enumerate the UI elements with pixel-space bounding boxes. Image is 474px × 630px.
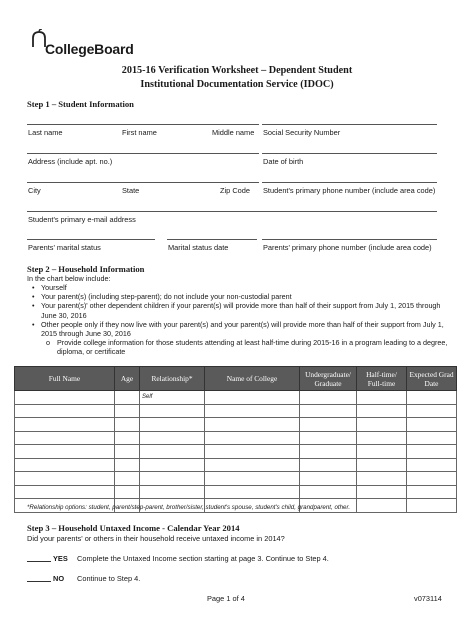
col-header-age: Age: [115, 367, 140, 391]
table-cell[interactable]: [115, 458, 140, 472]
table-cell[interactable]: [357, 458, 407, 472]
table-cell[interactable]: [407, 499, 457, 513]
table-cell[interactable]: [357, 445, 407, 459]
step3-heading: Step 3 – Household Untaxed Income - Calendar Year 2014: [27, 523, 240, 533]
table-cell[interactable]: [115, 472, 140, 486]
zip-label: Zip Code: [220, 186, 250, 195]
city-state-zip-line[interactable]: [27, 182, 259, 183]
list-item: • Other people only if they now live with your parent(s) and your parent(s) will provide more than half of their support from July 1, 2015 through June 30, 2016: [32, 319, 444, 339]
table-header-row: [15, 367, 457, 391]
table-cell[interactable]: [140, 458, 205, 472]
table-cell[interactable]: [407, 431, 457, 445]
address-field-line[interactable]: [27, 153, 259, 154]
table-cell[interactable]: [407, 404, 457, 418]
relationship-footnote: *Relationship options: student, parent/step-parent, brother/sister, student's spouse, student's child, grandparent, other.: [27, 504, 351, 511]
household-include-list: [30, 283, 450, 357]
table-cell[interactable]: [205, 458, 300, 472]
table-cell[interactable]: [357, 418, 407, 432]
table-cell[interactable]: [15, 431, 115, 445]
col-header-enrollment: Half-time/ Full-time: [357, 367, 407, 391]
table-cell[interactable]: [357, 499, 407, 513]
table-row: [15, 472, 457, 486]
table-cell[interactable]: [15, 472, 115, 486]
student-phone-label: Student's primary phone number (include area code): [263, 186, 436, 195]
col-header-college: Name of College: [205, 367, 300, 391]
table-cell[interactable]: [300, 485, 357, 499]
table-cell[interactable]: [300, 418, 357, 432]
table-cell[interactable]: [15, 485, 115, 499]
table-cell[interactable]: [357, 404, 407, 418]
col-header-relationship: Relationship*: [140, 367, 205, 391]
table-row: [15, 418, 457, 432]
page-subtitle: Institutional Documentation Service (IDOC): [140, 79, 334, 90]
table-cell[interactable]: [300, 458, 357, 472]
step2-heading: Step 2 – Household Information: [27, 264, 145, 274]
sub-list-item: o Provide college information for those students attending at least half-time during 2015-16 in a program leading to a degree, diploma, or certificate: [46, 338, 448, 357]
table-cell[interactable]: [115, 404, 140, 418]
table-cell[interactable]: [140, 418, 205, 432]
marital-date-label: Marital status date: [168, 243, 229, 252]
table-cell[interactable]: [15, 458, 115, 472]
household-table: [14, 366, 457, 513]
table-row: [15, 431, 457, 445]
parents-phone-label: Parents' primary phone number (include area code): [263, 243, 432, 252]
col-header-grad-date: Expected Grad Date: [407, 367, 457, 391]
table-cell[interactable]: [300, 404, 357, 418]
household-table-body: [15, 391, 457, 513]
table-cell[interactable]: [140, 472, 205, 486]
table-cell[interactable]: [115, 445, 140, 459]
table-cell[interactable]: [205, 485, 300, 499]
table-cell[interactable]: [15, 445, 115, 459]
table-cell[interactable]: [357, 472, 407, 486]
table-cell[interactable]: [115, 485, 140, 499]
table-cell[interactable]: [205, 391, 300, 405]
ssn-label: Social Security Number: [263, 128, 341, 137]
table-cell[interactable]: [407, 445, 457, 459]
marital-date-line[interactable]: [167, 239, 257, 240]
table-cell[interactable]: [205, 431, 300, 445]
table-row: [15, 391, 457, 405]
table-cell[interactable]: [115, 418, 140, 432]
table-cell[interactable]: [140, 404, 205, 418]
table-cell[interactable]: [115, 391, 140, 405]
no-check-line[interactable]: [27, 573, 51, 582]
list-item: • Yourself: [32, 283, 67, 292]
relationship-self-cell[interactable]: Self: [140, 391, 205, 405]
table-cell[interactable]: [357, 391, 407, 405]
page-number: Page 1 of 4: [207, 594, 245, 603]
table-row: [15, 404, 457, 418]
table-cell[interactable]: [300, 445, 357, 459]
step3-question: Did your parents' or others in their household receive untaxed income in 2014?: [27, 534, 285, 543]
email-label: Student's primary e-mail address: [28, 215, 136, 224]
student-phone-line[interactable]: [262, 182, 437, 183]
table-row: [15, 445, 457, 459]
table-cell[interactable]: [205, 445, 300, 459]
table-cell[interactable]: [205, 418, 300, 432]
brand-name: CollegeBoard: [45, 41, 134, 57]
marital-status-label: Parents' marital status: [28, 243, 101, 252]
middle-name-label: Middle name: [212, 128, 255, 137]
parents-phone-line[interactable]: [262, 239, 437, 240]
table-cell[interactable]: [300, 472, 357, 486]
table-cell[interactable]: [300, 431, 357, 445]
table-cell[interactable]: [140, 431, 205, 445]
table-cell[interactable]: [115, 431, 140, 445]
table-cell[interactable]: [15, 404, 115, 418]
table-cell[interactable]: [407, 485, 457, 499]
table-cell[interactable]: [15, 418, 115, 432]
table-cell[interactable]: [15, 391, 115, 405]
page-title: 2015-16 Verification Worksheet – Dependent Student: [121, 65, 353, 76]
ssn-field-line[interactable]: [262, 124, 437, 125]
no-instruction: Continue to Step 4.: [77, 574, 141, 583]
city-label: City: [28, 186, 41, 195]
no-label: NO: [53, 574, 65, 583]
yes-check-line[interactable]: [27, 553, 51, 562]
list-item: • Your parent(s)' other dependent children if your parent(s) will provide more than half of their support from July 1, 2015 through June 30, 2016: [32, 301, 441, 320]
address-label: Address (include apt. no.): [28, 157, 113, 166]
yes-instruction: Complete the Untaxed Income section starting at page 3. Continue to Step 4.: [77, 554, 329, 563]
step1-heading: Step 1 – Student Information: [27, 99, 134, 109]
table-row: [15, 485, 457, 499]
state-label: State: [122, 186, 140, 195]
col-header-full-name: Full Name: [15, 367, 115, 391]
dob-field-line[interactable]: [262, 153, 437, 154]
table-cell[interactable]: [407, 418, 457, 432]
table-cell[interactable]: [407, 391, 457, 405]
table-cell[interactable]: [140, 445, 205, 459]
table-row: [15, 458, 457, 472]
dob-label: Date of birth: [263, 157, 304, 166]
table-cell[interactable]: [300, 391, 357, 405]
table-cell[interactable]: [357, 485, 407, 499]
list-item: • Your parent(s) (including step-parent); do not include your non-custodial parent: [32, 292, 292, 302]
table-cell[interactable]: [357, 431, 407, 445]
step2-intro: In the chart below include:: [27, 274, 111, 283]
yes-label: YES: [53, 554, 68, 563]
version-code: v073114: [414, 594, 442, 603]
last-name-label: Last name: [28, 128, 63, 137]
email-field-line[interactable]: [27, 211, 437, 212]
name-field-line[interactable]: [27, 124, 259, 125]
table-cell[interactable]: [407, 458, 457, 472]
marital-status-line[interactable]: [27, 239, 155, 240]
col-header-level: Undergraduate/ Graduate: [300, 367, 357, 391]
table-cell[interactable]: [205, 472, 300, 486]
table-cell[interactable]: [205, 404, 300, 418]
table-cell[interactable]: [140, 485, 205, 499]
table-cell[interactable]: [407, 472, 457, 486]
first-name-label: First name: [122, 128, 157, 137]
